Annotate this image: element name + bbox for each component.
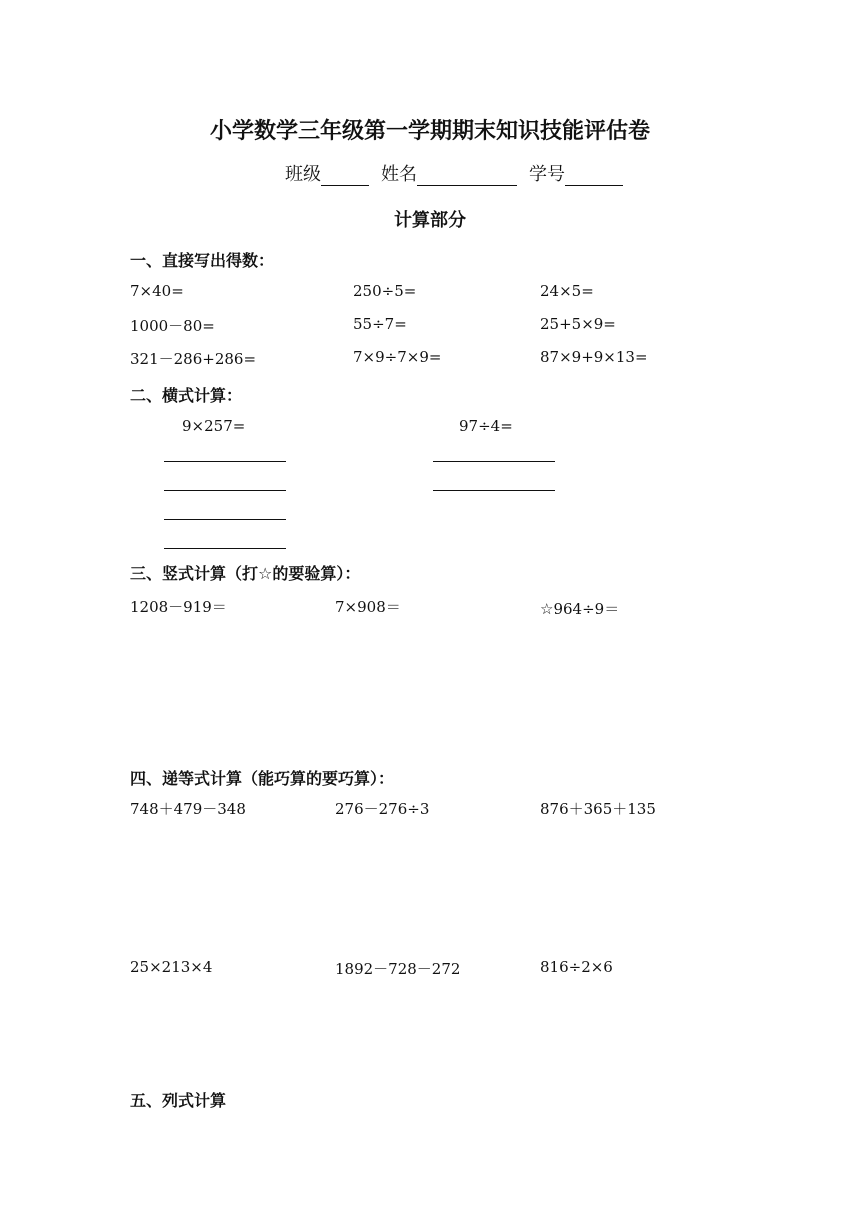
problem: 276－276÷3 [335,800,430,818]
problem: 321－286+286= [130,350,257,368]
problem: 7×9÷7×9= [353,348,442,366]
id-blank[interactable] [565,167,623,186]
problem: 1208－919＝ [130,598,227,616]
problem: 24×5= [540,282,594,300]
problem: 25+5×9= [540,315,616,333]
answer-line[interactable] [164,461,286,462]
problem: 87×9+9×13= [540,348,648,366]
problem: 97÷4= [459,417,513,435]
problem: 7×908＝ [335,598,401,616]
class-blank[interactable] [321,167,369,186]
problem: 55÷7= [353,315,407,333]
answer-line[interactable] [164,548,286,549]
section-1-heading: 一、直接写出得数： [130,251,275,270]
problem: 876＋365＋135 [540,800,656,818]
answer-line[interactable] [433,461,555,462]
answer-line[interactable] [164,519,286,520]
problem: 25×213×4 [130,958,213,976]
problem: 9×257= [182,417,246,435]
answer-line[interactable] [433,490,555,491]
section-2-heading: 二、横式计算： [130,386,243,405]
student-info [285,160,635,186]
problem: 816÷2×6 [540,958,613,976]
section-5-heading: 五、列式计算 [130,1091,227,1110]
page-title: 小学数学三年级第一学期期末知识技能评估卷 [209,119,650,144]
problem: 7×40= [130,282,184,300]
name-label: 姓名 [381,164,417,185]
problem: 250÷5= [353,282,417,300]
section-subtitle: 计算部分 [394,210,466,231]
name-blank[interactable] [417,167,517,186]
answer-line[interactable] [164,490,286,491]
section-4-heading: 四、递等式计算（能巧算的要巧算）： [130,769,395,788]
class-label: 班级 [285,164,321,185]
problem: 1892－728－272 [335,960,461,978]
section-3-heading: 三、竖式计算（打☆的要验算）： [130,564,361,583]
problem: ☆964÷9＝ [540,600,620,618]
problem: 1000－80= [130,317,215,335]
id-label: 学号 [529,164,565,185]
problem: 748＋479－348 [130,800,246,818]
